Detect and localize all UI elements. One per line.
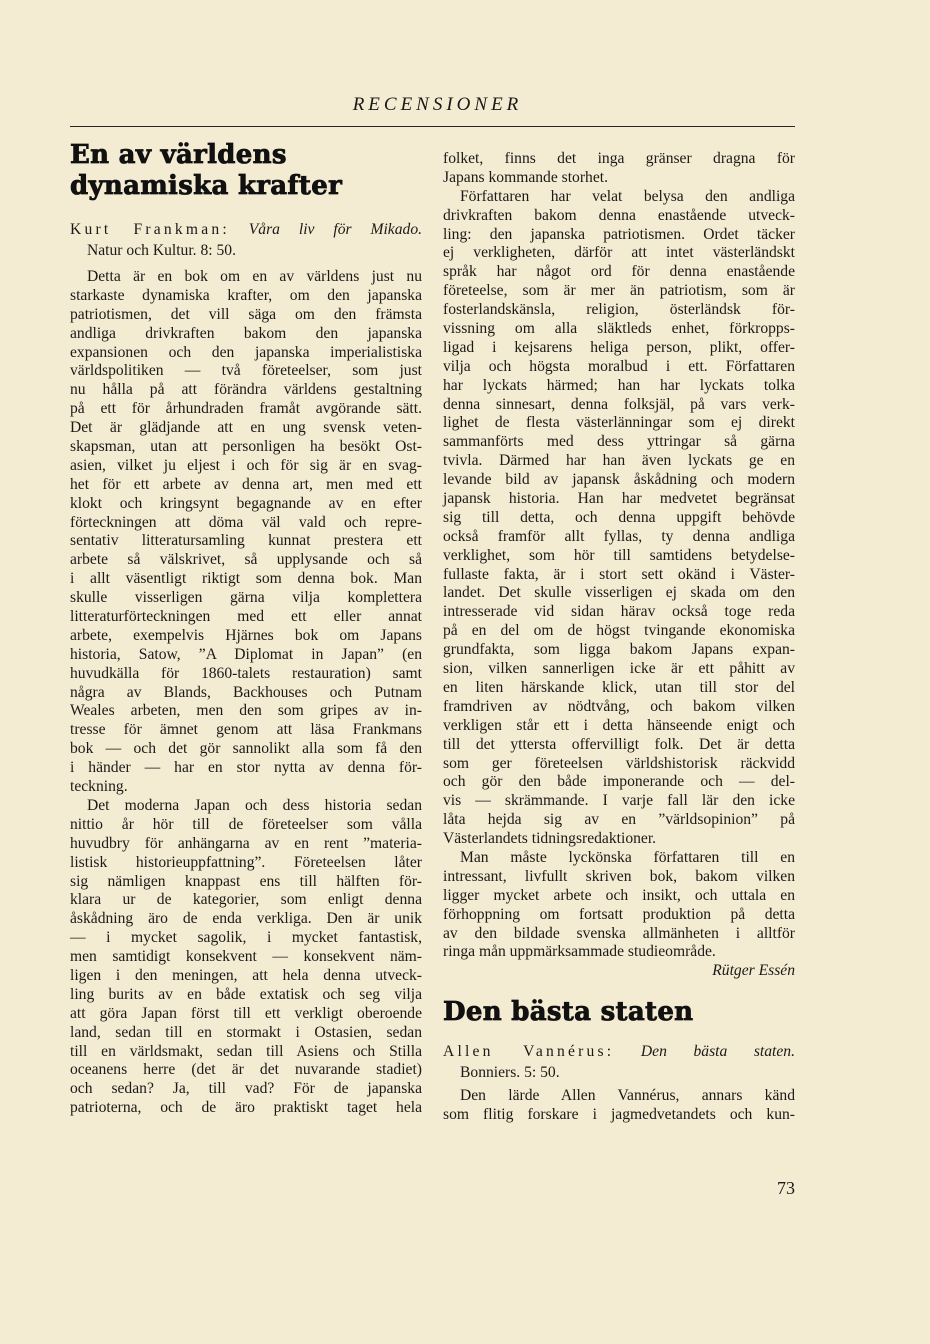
text-line: ligen i den meningen, att hela denna utveck-	[70, 966, 422, 984]
running-head: RECENSIONER	[352, 94, 523, 115]
text-line: sion, vilken sannerligen icke är ett påhitt av	[443, 660, 795, 678]
header-rule	[70, 126, 795, 127]
text-line: klara ur de kategorier, som enligt denna	[70, 891, 422, 909]
paragraph	[70, 797, 422, 1118]
text-line: huvudkälla för 1860-talets restauration) samt	[70, 664, 422, 682]
text-line: expansionen och den japanska imperialistiska	[70, 343, 422, 361]
text-line: vilja och högsta moralbud i ett. Författaren	[443, 357, 795, 375]
text-line: förhoppning om fortsatt produktion på detta	[443, 905, 795, 923]
text-line: Weales arbeten, men den som gripes av in-	[70, 702, 422, 720]
text-line: nittio år hör till de företeelser som vålla	[70, 815, 422, 833]
review1-title	[70, 140, 422, 202]
review2-citation-line	[443, 1041, 795, 1062]
text-line: arbete, exempelvis Hjärnes bok om Japans	[70, 626, 422, 644]
text-line: intresserade vid sidan härav också toge reda	[443, 603, 795, 621]
text-line: huvudbry för anhängarna av en rent ”materia-	[70, 834, 422, 852]
text-line: ej verkligheten, därför att intet västerländskt	[443, 244, 795, 262]
text-line: som flitig forskare i jagmedvetandets och kun-	[443, 1106, 795, 1124]
text-line: asien, vilket ju eljest i och för sig är en svag-	[70, 456, 422, 474]
text-line: folket, finns det inga gränser dragna för	[443, 150, 795, 167]
text-line: en liten härskande klick, utan till stor del	[443, 678, 795, 696]
text-line: Västerlandets tidningsredaktioner.	[443, 830, 657, 848]
text-line: andliga drivkraften bakom den japanska	[70, 324, 422, 342]
paragraph	[443, 1087, 795, 1125]
text-line: och gör den både imponerande och — del-	[443, 773, 795, 791]
text-line: fosterlandskänsla, religion, österländsk för-	[443, 301, 795, 319]
text-line: ling burits av en både extatisk och seg vilja	[70, 985, 422, 1003]
text-line: starkaste dynamiska krafter, om den japanska	[70, 286, 422, 304]
text-line: ringa mån uppmärksammade studieområde.	[443, 943, 716, 961]
paragraph	[443, 188, 795, 849]
review1-title-line: En av världens	[70, 140, 287, 170]
text-line: vis — skrämmande. I varje fall lär den icke	[443, 792, 795, 810]
text-line: drivkraften bakom denna enastående utveck-	[443, 206, 795, 224]
page-number: 73	[777, 1178, 795, 1198]
text-line: har lyckats härmed; han har lyckats tolka	[443, 376, 795, 394]
text-line: oceanens herre (det är det nuvarande stadiet)	[70, 1061, 422, 1079]
review2-citation	[443, 1041, 795, 1083]
text-line: vissning om alla släktleds enhet, förkropps-	[443, 320, 795, 338]
paragraph	[443, 849, 795, 962]
paragraph	[70, 268, 422, 797]
text-line: till det yttersta offervilligt folk. Det är detta	[443, 735, 795, 753]
text-line: i händer — har en stor nytta av denna för-	[70, 759, 422, 777]
text-line: Man måste lyckönska författaren till en	[460, 848, 795, 866]
review1-publisher: Natur och Kultur. 8: 50.	[87, 242, 236, 259]
text-line: denna sinnesart, denna folksjäl, på vars verk-	[443, 395, 795, 413]
text-line: intressant, livfullt skriven bok, bakom vilken	[443, 867, 795, 885]
text-line: Författaren har velat belysa den andliga	[460, 187, 795, 205]
text-line: skulle visserligen gärna vilja komplettera	[70, 589, 422, 607]
text-line: levande bild av japansk åskådning och modern	[443, 471, 795, 489]
text-line: skapsman, utan att personligen ha besökt Ost-	[70, 438, 422, 456]
text-line: språk har något ord för denna enastående	[443, 263, 795, 281]
text-line: teckning.	[70, 778, 128, 796]
text-line: världspolitiken — två företeelser, som just	[70, 362, 422, 380]
text-line: sig till detta, och denna uppgift behövde	[443, 508, 795, 526]
text-line: tresse för ämnet genom att läsa Frankmans	[70, 721, 422, 739]
review2-author: Allen Vannérus:	[443, 1043, 615, 1061]
review1-signature: Rütger Essén	[712, 962, 795, 980]
text-line: företeelse, som är mer än patriotism, som är	[443, 282, 795, 300]
text-line: ligger mycket arbete och insikt, och uttala en	[443, 886, 795, 904]
text-line: men samtidigt konsekvent — konsekvent näm-	[70, 948, 422, 966]
text-line: förteckningen att döma väl vald och repre-	[70, 513, 422, 531]
review1-book-title: Våra liv för Mikado.	[248, 221, 423, 238]
text-line: några av Blands, Backhouses och Putnam	[70, 683, 422, 701]
text-line: Japans kommande storhet.	[443, 168, 608, 186]
text-line: Den lärde Allen Vannérus, annars känd	[460, 1087, 795, 1105]
text-line: arbete så välskrivet, så upplysande och så	[70, 551, 422, 569]
text-line: sammanförts med dess yttringar så gärna	[443, 433, 795, 451]
review1-title-line: dynamiska krafter	[70, 171, 343, 201]
text-line: listisk historieuppfattning”. Företeelsen låter	[70, 853, 422, 871]
text-line: Detta är en bok om en av världens just nu	[87, 268, 422, 285]
text-line: ligad i kejsarens heliga person, plikt, offer-	[443, 338, 795, 356]
text-line: fullaste fakta, är i stort sett okänd i Väster-	[443, 565, 795, 583]
text-line: patriotismen, det vill säga om den främsta	[70, 305, 422, 323]
review1-author: Kurt Frankman:	[70, 221, 230, 238]
text-line: — i mycket sagolik, i mycket fantastisk,	[70, 929, 422, 947]
review2-publisher: Bonniers. 5: 50.	[460, 1064, 560, 1082]
text-line: sig nämligen knappast ens till hälften för-	[70, 872, 422, 890]
review1-citation-line	[70, 219, 422, 240]
text-line: också framför allt fyllas, ty denna andliga	[443, 527, 795, 545]
text-line: i allt väsentligt riktigt som denna bok. Man	[70, 570, 422, 588]
text-line: grundfakta, som ligga bakom Japans expan-	[443, 641, 795, 659]
text-line: av den bildade svenska allmänheten i alltför	[443, 924, 795, 942]
text-line: patrioterna, och de äro praktiskt taget hela	[70, 1099, 422, 1117]
left-column	[70, 140, 422, 1118]
text-line: och sedan? Ja, till vad? För de japanska	[70, 1080, 422, 1098]
text-line: bok — och det gör sannolikt alla som få den	[70, 740, 422, 758]
text-line: till en världsmakt, sedan till Asiens och Stilla	[70, 1042, 422, 1060]
text-line: ling: den japanska patriotismen. Ordet täcker	[443, 225, 795, 243]
paragraph	[443, 150, 795, 188]
text-line: sentativ litteratursamling kunnat prestera ett	[70, 532, 422, 550]
text-line: japansk historia. Han har medvetet begränsat	[443, 490, 795, 508]
text-line: låta hejda sig av en ”världsopinion” på	[443, 811, 795, 829]
text-line: verkligen står ett i detta hänseende enigt och	[443, 716, 795, 734]
text-line: som ger företeelsen världshistorisk räckvidd	[443, 754, 795, 772]
text-line: landet. Det skulle visserligen ej skada om den	[443, 584, 795, 602]
text-line: litteraturförteckningen med ett eller annat	[70, 608, 422, 626]
text-line: het för ett arbete av denna art, men med ett	[70, 475, 422, 493]
text-line: Det moderna Japan och dess historia sedan	[87, 796, 422, 814]
review2-title: Den bästa staten	[443, 997, 694, 1028]
text-line: historia, Satow, ”A Diplomat in Japan” (en	[70, 645, 422, 663]
right-column	[443, 150, 795, 1125]
review1-body-left	[70, 268, 422, 1118]
text-line: tvivla. Därmed har han även lyckats ge en	[443, 452, 795, 470]
review1-body-right	[443, 150, 795, 962]
text-line: på en del om de högst tvingande ekonomiska	[443, 622, 795, 640]
review1-citation	[70, 219, 422, 261]
text-line: verklighet, som hör till samtidens betydelse-	[443, 546, 795, 564]
text-line: lighet de flesta västerlänningar som ej direkt	[443, 414, 795, 432]
text-line: framdriven av nödtvång, och bakom vilken	[443, 697, 795, 715]
review2-book-title: Den bästa staten.	[640, 1043, 795, 1061]
review2-body	[443, 1087, 795, 1125]
text-line: åskådning äro de enda verkliga. Den är unik	[70, 910, 422, 928]
text-line: nu hålla på att förändra världens gestaltning	[70, 381, 422, 399]
text-line: på ett för århundraden framåt avgörande sätt.	[70, 400, 422, 418]
text-line: klokt och kringsynt begagnande av en efter	[70, 494, 422, 512]
text-line: att göra Japan först till ett verkligt oberoende	[70, 1004, 422, 1022]
text-line: land, sedan till en stormakt i Ostasien, sedan	[70, 1023, 422, 1041]
text-line: Det är glädjande att en ung svensk veten-	[70, 419, 422, 437]
